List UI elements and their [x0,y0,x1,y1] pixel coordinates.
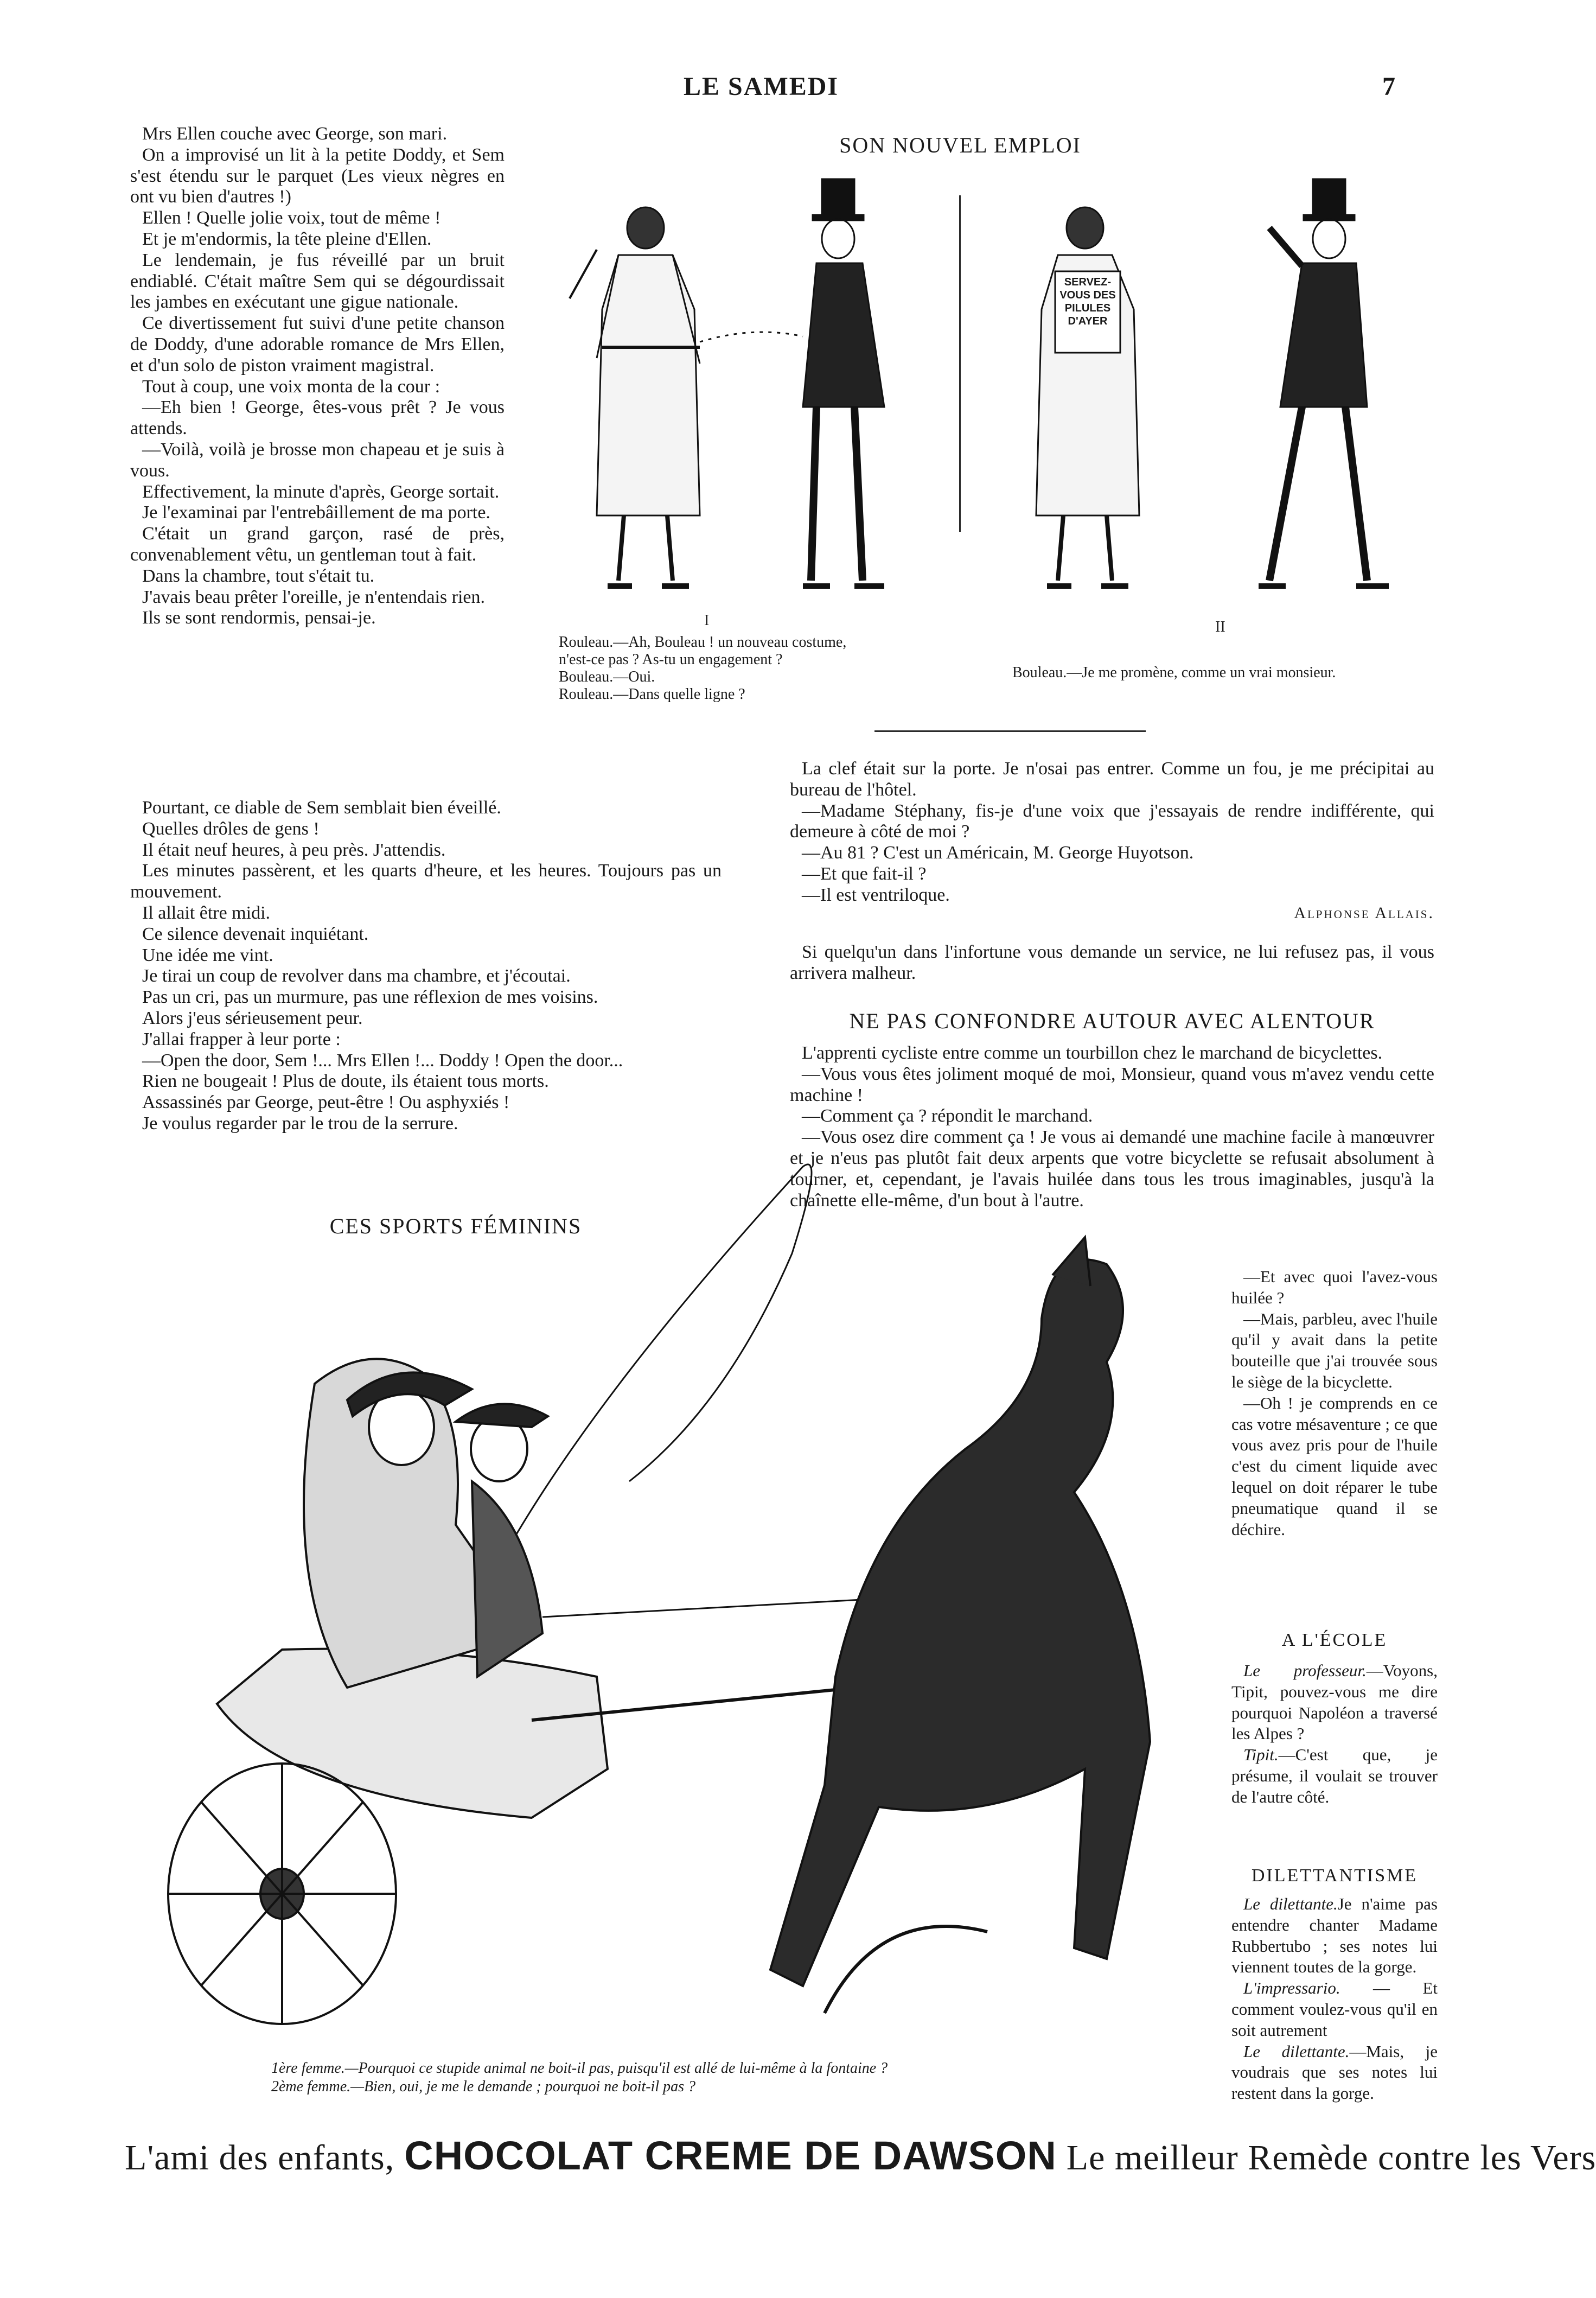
paragraph: Le lendemain, je fus réveillé par un bruit endiablé. C'était maître Sem qui se dégourdissait les jambes en exécutant une gigue nationale. [130,250,505,313]
section-divider [874,730,1146,732]
dialog-line [1231,1660,1438,1745]
sports-caption-1: 1ère femme.—Pourquoi ce stupide animal ne boit-il pas, puisqu'il est allé de lui-même à la fontaine ? [271,2060,888,2077]
caption-line: Bouleau.—Je me promène, comme un vrai monsieur. [1012,664,1336,681]
paragraph: Effectivement, la minute d'après, George sortait. [142,481,500,502]
paragraph: J'allai frapper à leur porte : [142,1029,341,1049]
paragraph: —Vous osez dire comment ça ! Je vous ai demandé une machine facile à manœuvrer et je n'eus pas plutôt fait deux arpents que votre bicyclette se refusait absolument à tourner, et, cependant, je l'avais huilée dans tous les trous imaginables, jusqu'à la chaînette elle-même, d'un bout à l'autre. [790,1127,1434,1211]
sports-caption-2: 2ème femme.—Bien, oui, je me le demande ; pourquoi ne boit-il pas ? [271,2078,696,2095]
paragraph: La clef était sur la porte. Je n'osai pas entrer. Comme un fou, je me précipitai au bureau de l'hôtel. [790,759,1434,800]
son-nouvel-emploi-title: SON NOUVEL EMPLOI [839,133,1081,157]
speaker: L'impressario. [1243,1978,1340,1998]
page-number: 7 [1382,72,1396,101]
dialog-text: — Et comment voulez-vous qu'il en soit autrement [1231,1978,1438,2040]
story-left-column [130,124,505,629]
ecole-title: A L'ÉCOLE [1281,1630,1388,1650]
speaker: Le dilettante. [1243,1894,1338,1913]
speaker: Le professeur. [1243,1661,1367,1680]
sports-title: CES SPORTS FÉMININS [329,1214,582,1238]
paragraph: —Comment ça ? répondit le marchand. [802,1106,1093,1126]
paragraph: L'apprenti cycliste entre comme un tourbillon chez le marchand de bicyclettes. [802,1043,1383,1063]
paragraph: —Voilà, voilà je brosse mon chapeau et je suis à vous. [130,439,505,481]
paragraph: —Vous vous êtes joliment moqué de moi, Monsieur, quand vous m'avez vendu cette machine ! [790,1064,1434,1105]
illustration-panel-2 [976,168,1454,619]
paragraph: —Eh bien ! George, êtes-vous prêt ? Je vous attends. [130,397,505,439]
illustration-panel-1 [537,168,944,619]
confondre-narrow [1231,1266,1438,1540]
paragraph: Ellen ! Quelle jolie voix, tout de même ! [142,208,441,228]
paragraph: Il allait être midi. [142,902,271,923]
dilettantisme-body [1231,1894,1438,2104]
paragraph: Mrs Ellen couche avec George, son mari. [142,124,448,144]
paragraph: Assassinés par George, peut-être ! Ou asphyxiés ! [142,1092,510,1113]
panel-2-numeral: II [1215,619,1225,635]
paragraph: —Il est ventriloque. [802,884,950,905]
sign-on-coat: SERVEZ-VOUS DES PILULES D'AYER [1059,276,1116,327]
paragraph: Pourtant, ce diable de Sem semblait bien éveillé. [142,798,501,818]
caption-line: Rouleau.—Ah, Bouleau ! un nouveau costume, n'est-ce pas ? As-tu un engagement ? [559,634,847,668]
paragraph: —Mais, parbleu, avec l'huile qu'il y avait dans la petite bouteille que j'ai trouvée sous le siège de la bicyclette. [1231,1309,1438,1391]
panel-divider [959,195,961,532]
paragraph: Je voulus regarder par le trou de la serrure. [142,1113,458,1134]
dialog-text: —C'est que, je présume, il voulait se trouver de l'autre côté. [1231,1745,1438,1806]
dialog-text: —Voyons, Tipit, pouvez-vous me dire pourquoi Napoléon a traversé les Alpes ? [1231,1661,1438,1743]
paragraph: Pas un cri, pas un murmure, pas une réflexion de mes voisins. [142,987,598,1008]
dialog-line [1231,1978,1438,2041]
paragraph: Rien ne bougeait ! Plus de doute, ils étaient tous morts. [142,1071,549,1092]
carriage-illustration [119,1145,1221,2057]
dialog-text: —Mais, je voudrais que ses notes lui restent dans la gorge. [1231,2041,1438,2103]
proverb: Si quelqu'un dans l'infortune vous demande un service, ne lui refusez pas, il vous arrivera malheur. [790,942,1434,983]
confondre-title: NE PAS CONFONDRE AUTOUR AVEC ALENTOUR [849,1009,1375,1033]
paragraph: Ce divertissement fut suivi d'une petite chanson de Doddy, d'une adorable romance de Mrs Ellen, et d'un solo de piston vraiment magistral. [130,313,505,375]
paragraph: Alors j'eus sérieusement peur. [142,1008,363,1028]
caption-line: Rouleau.—Dans quelle ligne ? [559,686,745,703]
paragraph: Les minutes passèrent, et les quarts d'heure, et les heures. Toujours pas un mouvement. [130,861,722,902]
paragraph: Et je m'endormis, la tête pleine d'Ellen. [142,228,432,249]
dilettantisme-title: DILETTANTISME [1251,1866,1418,1886]
advertisement-banner [125,2133,1596,2179]
panel-2-caption [1012,664,1425,682]
paragraph: Tout à coup, une voix monta de la cour : [142,376,441,397]
banner-left: L'ami des enfants, [125,2138,395,2178]
author-signature: Alphonse Allais. [1294,903,1434,922]
paragraph: —Et que fait-il ? [802,863,927,884]
page-title: LE SAMEDI [684,72,839,101]
panel-1-numeral: I [704,612,710,629]
paragraph: —Oh ! je comprends en ce cas votre mésaventure ; ce que vous avez pris pour de l'huile c'est du ciment liquide avec lequel on doit réparer le tube pneumatique quand il se déchire. [1231,1393,1438,1539]
panel-1-caption [559,634,863,703]
paragraph: Je tirai un coup de revolver dans ma chambre, et j'écoutai. [142,966,571,986]
paragraph: —Au 81 ? C'est un Américain, M. George Huyotson. [802,843,1194,863]
speaker: Tipit. [1243,1745,1279,1765]
paragraph: Je l'examinai par l'entrebâillement de ma porte. [142,502,490,523]
paragraph: Il était neuf heures, à peu près. J'attendis. [142,839,446,860]
ecole-body [1231,1660,1438,1808]
paragraph: Dans la chambre, tout s'était tu. [142,565,375,586]
dialog-line [1231,2041,1438,2104]
paragraph: Ils se sont rendormis, pensai-je. [142,608,376,628]
paragraph: Une idée me vint. [142,945,273,965]
dialog-line [1231,1894,1438,1978]
paragraph: Ce silence devenait inquiétant. [142,924,369,944]
paragraph: —Open the door, Sem !... Mrs Ellen !... Doddy ! Open the door... [142,1050,623,1071]
dialog-text: Je n'aime pas entendre chanter Madame Rubbertubo ; ses notes lui viennent toutes de la gorge. [1231,1894,1438,1977]
paragraph: —Et avec quoi l'avez-vous huilée ? [1231,1267,1438,1307]
caption-line: Bouleau.—Oui. [559,669,655,685]
paragraph: Quelles drôles de gens ! [142,818,320,839]
story-right-column [790,759,1434,922]
speaker: Le dilettante. [1243,2041,1350,2061]
dialog-line [1231,1745,1438,1807]
paragraph: C'était un grand garçon, rasé de près, convenablement vêtu, un gentleman tout à fait. [130,524,505,565]
story-left-wide [130,798,722,1135]
paragraph: —Madame Stéphany, fis-je d'une voix que j'essayais de rendre indifférente, qui demeure à côté de moi ? [790,800,1434,842]
paragraph: On a improvisé un lit à la petite Doddy, et Sem s'est étendu sur le parquet (Les vieux nègres en ont vu bien d'autres !) [130,144,505,207]
paragraph: J'avais beau prêter l'oreille, je n'entendais rien. [142,587,486,607]
banner-brand: CHOCOLAT CREME DE DAWSON [404,2133,1057,2178]
banner-right: Le meilleur Remède contre les Vers [1066,2138,1596,2178]
